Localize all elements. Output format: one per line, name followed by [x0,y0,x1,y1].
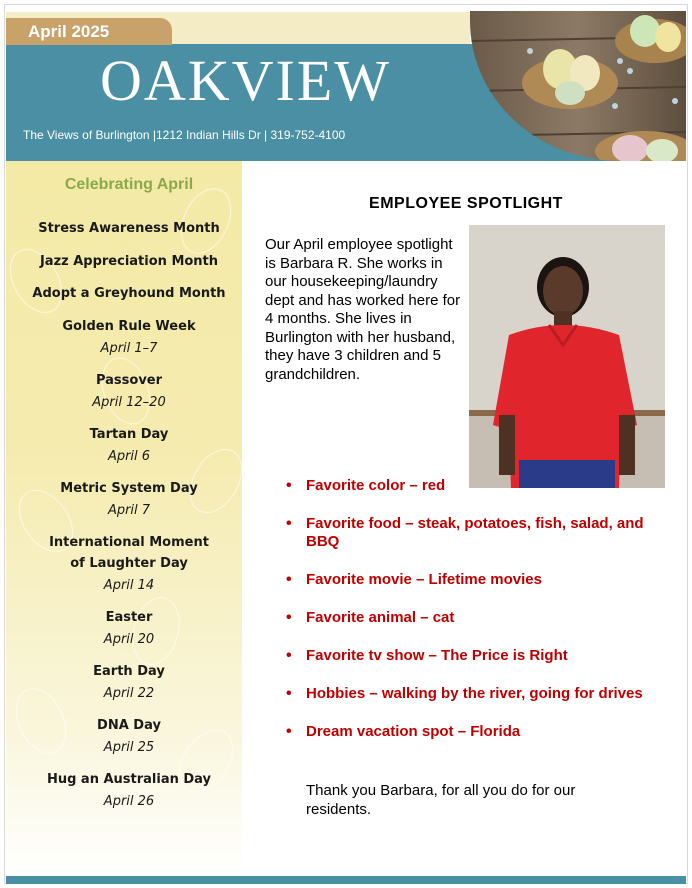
sidebar-item-name: Golden Rule Week [62,319,196,334]
favorite-item: • Hobbies – walking by the river, going for drives [286,685,656,703]
masthead-subtitle: The Views of Burlington |1212 Indian Hills Dr | 319-752-4100 [23,128,346,142]
sidebar-item [10,424,248,467]
favorites-list [286,477,656,741]
sidebar-item [10,769,248,812]
sidebar-item-date: April 7 [107,503,151,518]
sidebar-item-date: April 14 [103,578,155,593]
issue-date: April 2025 [28,22,110,41]
sidebar-item-date: April 6 [107,449,151,464]
employee-photo [469,225,665,488]
masthead-title: OAKVIEW [100,48,392,113]
spotlight-intro: Our April employee spotlight is Barbara R. She works in our housekeeping/laundry dept and has worked here for 4 months. She lives in Burlington with her husband, they have 3 children and 5 grandchildren. [265,236,461,383]
sidebar-item-name: Easter [105,610,153,625]
favorite-item: • Dream vacation spot – Florida [286,723,656,741]
sidebar-item-name: Tartan Day [89,427,169,442]
sidebar-item-date: April 1–7 [100,341,158,356]
sidebar-item-date: April 25 [103,740,155,755]
favorite-item: • Favorite color – red [286,477,656,495]
sidebar-item-name: Metric System Day [60,481,198,496]
sidebar-item-date: April 22 [103,686,155,701]
sidebar-item-name: Stress Awareness Month [38,221,220,236]
employee-image [469,225,665,488]
sidebar-item [10,715,248,758]
sidebar-item-date: April 20 [103,632,155,647]
thank-you-note: Thank you Barbara, for all you do for our residents. [306,782,576,818]
sidebar-item [10,370,248,413]
sidebar-item [10,283,248,304]
sidebar-item-name: Hug an Australian Day [46,772,212,787]
favorite-item: • Favorite tv show – The Price is Right [286,647,656,665]
sidebar-item-name: Jazz Appreciation Month [39,254,219,269]
sidebar-item [10,218,248,239]
sidebar-item [10,607,248,650]
spotlight-title: EMPLOYEE SPOTLIGHT [369,195,563,212]
sidebar-item-date: April 26 [103,794,155,809]
sidebar-item-name: Adopt a Greyhound Month [32,286,226,301]
sidebar-item-name: Passover [95,373,163,388]
footer-bar [6,876,686,884]
sidebar-item [10,316,248,359]
favorite-item: • Favorite movie – Lifetime movies [286,571,656,589]
sidebar-item [10,478,248,521]
sidebar-item [10,251,248,272]
favorite-item: • Favorite food – steak, potatoes, fish, salad, and BBQ [286,515,656,551]
sidebar-item-name: Earth Day [93,664,165,679]
sidebar-item-name: DNA Day [97,718,161,733]
sidebar-item-date: April 12–20 [92,395,166,410]
favorite-item: • Favorite animal – cat [286,609,656,627]
sidebar-item [10,661,248,704]
sidebar-item [40,532,218,596]
sidebar-item-name: International Moment of Laughter Day [49,535,209,571]
sidebar-title: Celebrating April [64,176,194,193]
